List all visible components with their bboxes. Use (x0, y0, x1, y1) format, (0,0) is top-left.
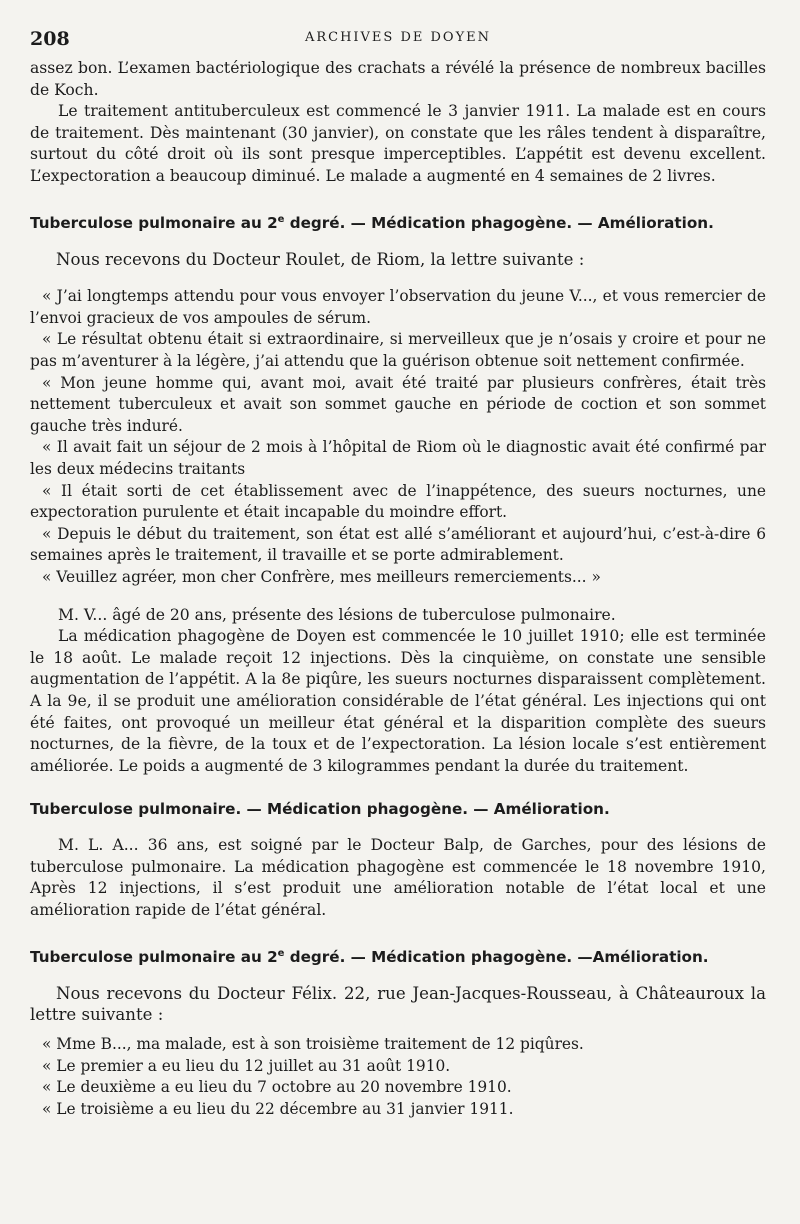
quote-paragraph: « Depuis le début du traitement, son état est allé s’améliorant et aujourd’hui, c’est-à-dire 6 semaines après le traitement, il travaille et se porte admirablement. (30, 524, 766, 565)
quote-paragraph: « Le résultat obtenu était si extraordinaire, si merveilleux que je n’osais y croire et pour ne pas m’aventurer à la légère, j’ai attendu que la guérison obtenue soit nettement confirmée. (30, 330, 766, 370)
quote-paragraph: « Mon jeune homme qui, avant moi, avait été traité par plusieurs confrères, était très nettement tuberculeux et avait son sommet gauche en période de coction et son sommet gauche très induré. (30, 373, 766, 435)
quote-paragraph: « Le troisième a eu lieu du 22 décembre au 31 janvier 1911. (42, 1099, 514, 1118)
quote-paragraph: « Le deuxième a eu lieu du 7 octobre au 20 novembre 1910. (42, 1078, 512, 1097)
paragraph: M. V... âgé de 20 ans, présente des lésions de tuberculose pulmonaire. (58, 605, 616, 624)
page-number: 208 (30, 28, 70, 50)
page-header (30, 18, 766, 58)
paragraph: assez bon. L’examen bactériologique des crachats a révélé la présence de nombreux bacilles de Koch. (30, 59, 766, 99)
paragraph: Le traitement antituberculeux est commencé le 3 janvier 1911. La malade est en cours de traitement. Dès maintenant (30 janvier), on constate que les râles tendent à disparaître, surtout du côté droit où ils sont presque imperceptibles. L’appétit est devenu excellent. L’expectoration a beaucoup diminué. Le malade a augmenté en 4 semaines de 2 livres. (30, 102, 766, 185)
paragraph: M. L. A... 36 ans, est soigné par le Docteur Balp, de Garches, pour des lésions de tuberculose pulmonaire. La médication phagogène est commencée le 18 novembre 1910, Après 12 injections, il s’est produit une amélioration notable de l’état local et une amélioration rapide de l’état général. (30, 836, 766, 920)
section-heading: Tuberculose pulmonaire au 2e degré. — Médication phagogène. —Amélioration. (30, 947, 709, 966)
paragraph: Nous recevons du Docteur Roulet, de Riom, la lettre suivante : (56, 249, 585, 269)
quote-paragraph: « J’ai longtemps attendu pour vous envoyer l’observation du jeune V..., et vous remercier de l’envoi gracieux de vos ampoules de sérum. (30, 287, 766, 327)
quote-paragraph: « Il était sorti de cet établissement avec de l’inappétence, des sueurs nocturnes, une expectoration purulente et était incapable du moindre effort. (30, 481, 766, 522)
quote-paragraph: « Le premier a eu lieu du 12 juillet au 31 août 1910. (42, 1056, 451, 1075)
quote-paragraph: « Il avait fait un séjour de 2 mois à l’hôpital de Riom où le diagnostic avait été confirmé par les deux médecins traitants (30, 438, 766, 478)
paragraph: Nous recevons du Docteur Félix. 22, rue Jean-Jacques-Rousseau, à Châteauroux la lettre suivante : (30, 983, 766, 1025)
section-heading: Tuberculose pulmonaire. — Médication phagogène. — Amélioration. (30, 800, 610, 819)
quote-paragraph: « Veuillez agréer, mon cher Confrère, mes meilleurs remerciements... » (42, 567, 601, 586)
section-heading: Tuberculose pulmonaire au 2e degré. — Médication phagogène. — Amélioration. (30, 213, 714, 232)
running-head: ARCHIVES DE DOYEN (304, 30, 492, 45)
paragraph: La médication phagogène de Doyen est commencée le 10 juillet 1910; elle est terminée le 18 août. Le malade reçoit 12 injections. Dès la cinquième, on constate une sensible augmentation de l’appétit. A la 8e piqûre, les sueurs nocturnes disparaissent complètement. A la 9e, il se produit une amélioration considérable de l’état général. Les injections qui ont été faites, ont provoqué un meilleur état général et la disparition complète des sueurs nocturnes, de la fièvre, de la toux et de l’expectoration. La lésion locale s’est entièrement améliorée. Le poids a augmenté de 3 kilogrammes pendant la durée du traitement. (30, 627, 766, 775)
quote-paragraph: « Mme B..., ma malade, est à son troisième traitement de 12 piqûres. (42, 1034, 584, 1053)
